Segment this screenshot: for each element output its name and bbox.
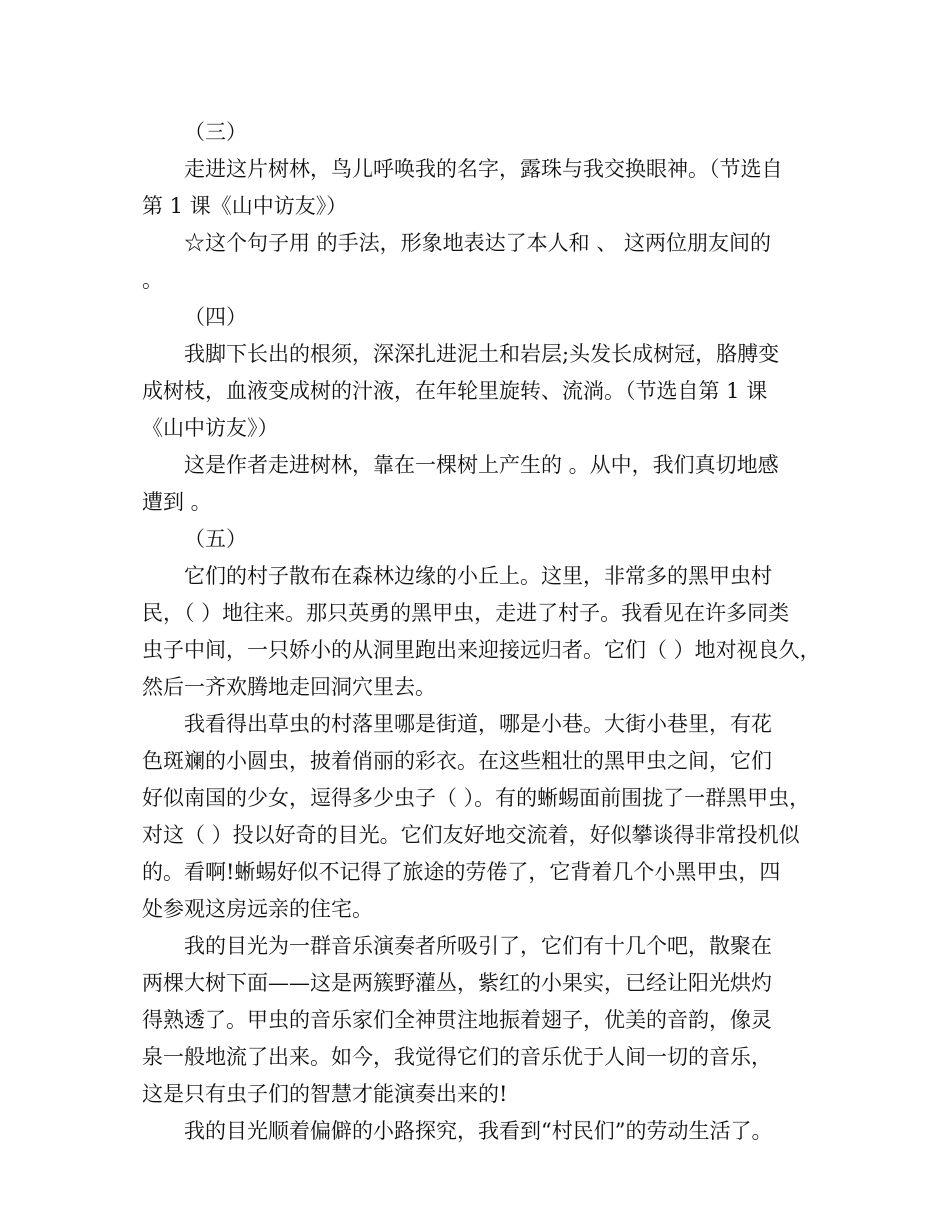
- text-line: 然后一齐欢腾地走回洞穴里去。: [142, 675, 436, 699]
- text-line: 对这（ ）投以好奇的目光。它们友好地交流着，好似攀谈得非常投机似: [142, 823, 800, 847]
- text-line: 成树枝，血液变成树的汁液，在年轮里旋转、流淌。（节选自第 1 课: [142, 379, 768, 403]
- text-line: 我的目光顺着偏僻的小路探究，我看到“村民们”的劳动生活了。: [184, 1119, 773, 1143]
- text-line: 民，（ ）地往来。那只英勇的黑甲虫，走进了村子。我看见在许多同类: [142, 601, 790, 625]
- text-line: 第 1 课《山中访友》）: [142, 194, 348, 218]
- text-line: 的。看啊!蜥蜴好似不记得了旅途的劳倦了，它背着几个小黑甲虫，四: [142, 860, 781, 884]
- text-line: 。: [142, 268, 163, 292]
- text-line: （三）: [184, 120, 247, 144]
- text-line: ☆这个句子用 的手法，形象地表达了本人和 、 这两位朋友间的: [184, 231, 772, 255]
- text-line: 得熟透了。甲虫的音乐家们全神贯注地振着翅子，优美的音韵，像灵: [142, 1008, 772, 1032]
- text-line: （五）: [184, 527, 247, 551]
- text-line: 走进这片树林，鸟儿呼唤我的名字，露珠与我交换眼神。（节选自: [184, 157, 783, 181]
- text-line: 两棵大树下面——这是两簇野灌丛，紫红的小果实，已经让阳光烘灼: [142, 971, 772, 995]
- text-line: 色斑斓的小圆虫，披着俏丽的彩衣。在这些粗壮的黑甲虫之间，它们: [142, 749, 772, 773]
- document-body: [142, 114, 822, 1150]
- text-line: 好似南国的少女，逗得多少虫子（ ）。有的蜥蜴面前围拢了一群黑甲虫，: [142, 786, 811, 810]
- text-line: 它们的村子散布在森林边缘的小丘上。这里，非常多的黑甲虫村: [184, 564, 772, 588]
- text-line: 这是只有虫子们的智慧才能演奏出来的!: [142, 1082, 508, 1106]
- text-line: 我脚下长出的根须，深深扎进泥土和岩层;头发长成树冠，胳膊变: [184, 342, 780, 366]
- text-line: （四）: [184, 305, 247, 329]
- text-line: 虫子中间，一只娇小的从洞里跑出来迎接远归者。它们（ ）地对视良久，: [142, 638, 821, 662]
- text-line: 遭到 。: [142, 490, 212, 514]
- text-line: 泉一般地流了出来。如今，我觉得它们的音乐优于人间一切的音乐，: [142, 1045, 772, 1069]
- text-line: 《山中访友》）: [142, 416, 279, 440]
- text-line: 处参观这房远亲的住宅。: [142, 897, 373, 921]
- text-line: 我的目光为一群音乐演奏者所吸引了，它们有十几个吧，散聚在: [184, 934, 772, 958]
- text-line: 我看得出草虫的村落里哪是街道，哪是小巷。大街小巷里，有花: [184, 712, 772, 736]
- text-line: 这是作者走进树林，靠在一棵树上产生的 。从中，我们真切地感: [184, 453, 779, 477]
